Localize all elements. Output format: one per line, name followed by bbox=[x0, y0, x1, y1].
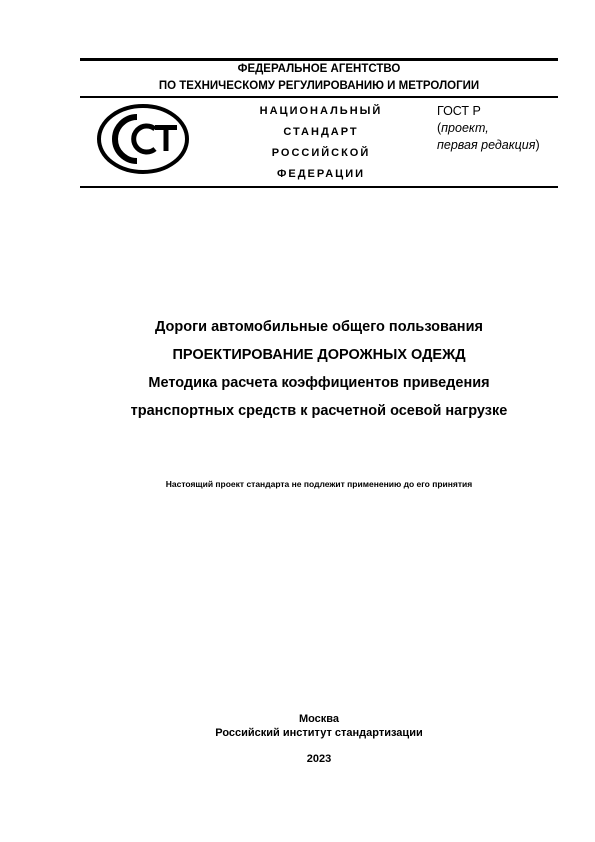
national-standard-label bbox=[255, 101, 387, 185]
header-top-rule bbox=[80, 58, 558, 61]
gost-designation: ГОСТ Р bbox=[437, 104, 481, 118]
gost-r-logo-icon bbox=[97, 104, 189, 174]
title-line-1: Дороги автомобильные общего пользования bbox=[155, 319, 483, 335]
national-standard-line-3: РОССИЙСКОЙ bbox=[271, 147, 371, 159]
publisher-name: Российский институт стандартизации bbox=[215, 727, 423, 739]
publication-year: 2023 bbox=[306, 753, 332, 765]
header-bottom-rule bbox=[80, 186, 558, 188]
draft-status-line-2: первая редакция) bbox=[437, 138, 540, 152]
national-standard-line-2: СТАНДАРТ bbox=[283, 126, 359, 138]
agency-name-line1: ФЕДЕРАЛЬНОЕ АГЕНТСТВО bbox=[237, 63, 401, 75]
draft-status-text-1: проект, bbox=[441, 121, 489, 135]
document-title bbox=[60, 313, 578, 425]
header-middle-rule bbox=[80, 96, 558, 98]
national-standard-line-4: ФЕДЕРАЦИИ bbox=[276, 168, 366, 180]
draft-notice: Настоящий проект стандарта не подлежит применению до его принятия bbox=[165, 479, 473, 489]
standard-designation bbox=[437, 103, 540, 154]
title-line-2: ПРОЕКТИРОВАНИЕ ДОРОЖНЫХ ОДЕЖД bbox=[172, 347, 466, 363]
agency-name-line2: ПО ТЕХНИЧЕСКОМУ РЕГУЛИРОВАНИЮ И МЕТРОЛОГИИ bbox=[158, 80, 480, 92]
draft-status-text-2: первая редакция bbox=[437, 138, 536, 152]
national-standard-line-1: НАЦИОНАЛЬНЫЙ bbox=[259, 105, 383, 117]
title-line-4: транспортных средств к расчетной осевой нагрузке bbox=[130, 403, 508, 419]
title-line-3: Методика расчета коэффициентов приведения bbox=[148, 375, 490, 391]
draft-status-line-1: (проект, bbox=[437, 121, 489, 135]
publication-city: Москва bbox=[298, 713, 340, 725]
